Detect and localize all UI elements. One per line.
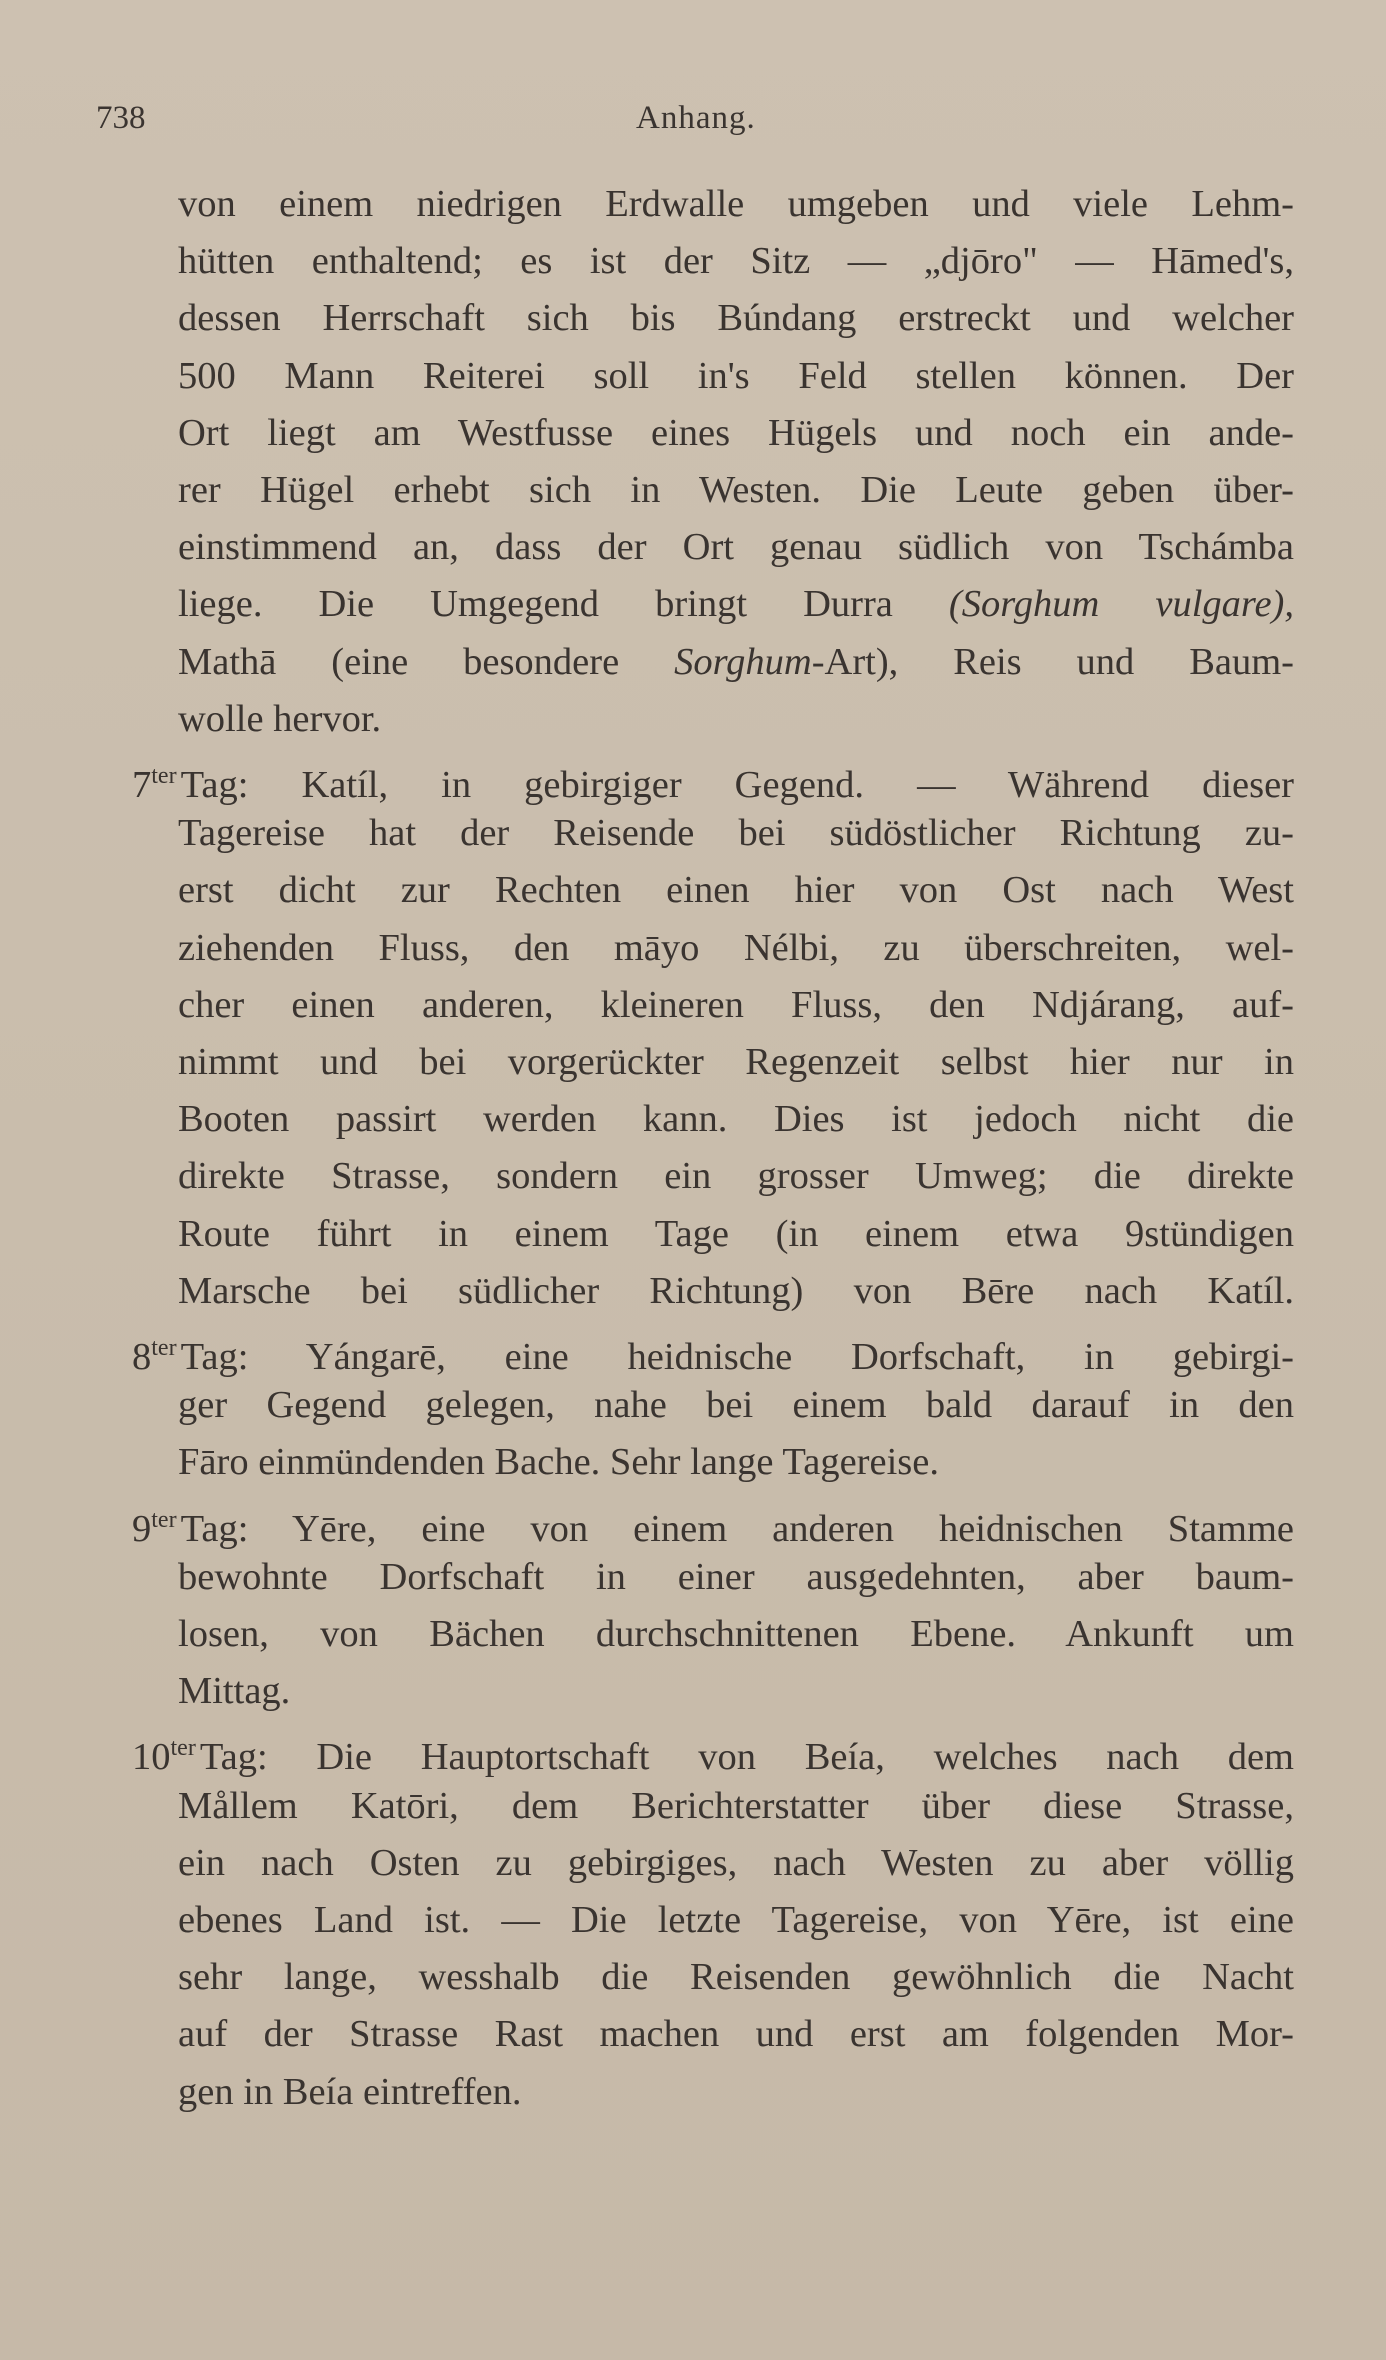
day-entry-line	[132, 1320, 1294, 1377]
text-line: Tagereise hat der Reisende bei südöstlicher Richtung zu-	[178, 812, 1294, 854]
text-fragment: Mathā (eine besondere	[178, 641, 675, 683]
day-number: 8	[132, 1336, 152, 1377]
day-entry-line	[132, 748, 1294, 805]
text-line: Booten passirt werden kann. Dies ist jedoch nicht die	[178, 1098, 1294, 1140]
text-fragment: Tag: Yángarē, eine heidnische Dorfschaft, in gebirgi-	[180, 1336, 1294, 1377]
text-fragment: liege. Die Umgegend bringt Durra	[178, 583, 949, 625]
ordinal-suffix: ter	[151, 1507, 177, 1533]
text-line: ger Gegend gelegen, nahe bei einem bald darauf in den	[178, 1384, 1294, 1426]
ordinal-suffix: ter	[151, 1335, 177, 1361]
day-entry-line	[132, 1492, 1294, 1549]
text-line: einstimmend an, dass der Ort genau südlich von Tschámba	[178, 526, 1294, 568]
day-entry-line	[132, 1720, 1294, 1777]
text-line: von einem niedrigen Erdwalle umgeben und viele Lehm-	[178, 183, 1294, 225]
text-fragment: Tag: Die Hauptortschaft von Beía, welches nach dem	[199, 1736, 1294, 1777]
text-line: ebenes Land ist. — Die letzte Tagereise, von Yēre, ist eine	[178, 1899, 1294, 1941]
text-line: ein nach Osten zu gebirgiges, nach Westen zu aber völlig	[178, 1842, 1294, 1884]
text-line: Fāro einmündenden Bache. Sehr lange Tagereise.	[178, 1441, 939, 1483]
text-line: erst dicht zur Rechten einen hier von Ost nach West	[178, 869, 1294, 911]
text-line: Mittag.	[178, 1670, 291, 1712]
text-line: nimmt und bei vorgerückter Regenzeit selbst hier nur in	[178, 1041, 1294, 1083]
text-line: ziehenden Fluss, den māyo Nélbi, zu überschreiten, wel-	[178, 927, 1294, 969]
day-number: 7	[132, 764, 152, 805]
ordinal-suffix: ter	[170, 1735, 196, 1761]
text-line: hütten enthaltend; es ist der Sitz — „djōro" — Hāmed's,	[178, 240, 1294, 282]
text-line: Route führt in einem Tage (in einem etwa 9stündigen	[178, 1213, 1294, 1255]
text-line: Marsche bei südlicher Richtung) von Bēre nach Katíl.	[178, 1270, 1294, 1312]
text-line: Mållem Katōri, dem Berichterstatter über diese Strasse,	[178, 1785, 1294, 1827]
page-number: 738	[96, 100, 146, 136]
running-head: Anhang.	[636, 100, 756, 136]
italic-term: Sorghum	[674, 641, 812, 683]
text-fragment: Tag: Yēre, eine von einem anderen heidnischen Stamme	[180, 1508, 1294, 1549]
ordinal-suffix: ter	[151, 763, 177, 789]
page-header	[96, 100, 1296, 150]
text-line: wolle hervor.	[178, 698, 382, 740]
text-line: sehr lange, wesshalb die Reisenden gewöhnlich die Nacht	[178, 1956, 1294, 1998]
day-number: 9	[132, 1508, 152, 1549]
text-line: auf der Strasse Rast machen und erst am folgenden Mor-	[178, 2013, 1294, 2055]
text-line: direkte Strasse, sondern ein grosser Umweg; die direkte	[178, 1155, 1294, 1197]
day-number: 10	[132, 1736, 171, 1777]
text-line: Ort liegt am Westfusse eines Hügels und noch ein ande-	[178, 412, 1294, 454]
text-line: 500 Mann Reiterei soll in's Feld stellen können. Der	[178, 355, 1294, 397]
italic-term: (Sorghum vulgare),	[948, 583, 1294, 625]
text-fragment: -Art), Reis und Baum-	[811, 641, 1294, 683]
text-line: cher einen anderen, kleineren Fluss, den Ndjárang, auf-	[178, 984, 1294, 1026]
text-line: dessen Herrschaft sich bis Búndang erstreckt und welcher	[178, 297, 1294, 339]
text-fragment: Tag: Katíl, in gebirgiger Gegend. — Während dieser	[180, 764, 1294, 805]
text-line-with-italics	[178, 634, 1294, 691]
text-line: losen, von Bächen durchschnittenen Ebene. Ankunft um	[178, 1613, 1294, 1655]
text-line: bewohnte Dorfschaft in einer ausgedehnten, aber baum-	[178, 1556, 1294, 1598]
text-line-with-italics	[178, 576, 1294, 633]
text-line: rer Hügel erhebt sich in Westen. Die Leute geben über-	[178, 469, 1294, 511]
text-line: gen in Beía eintreffen.	[178, 2071, 522, 2113]
